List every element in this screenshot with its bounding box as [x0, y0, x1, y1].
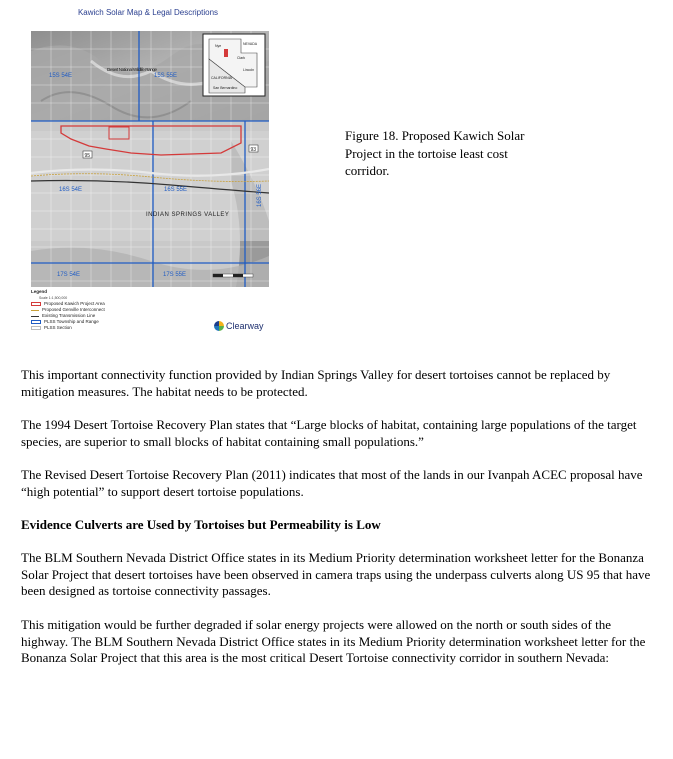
- legend-label: Proposed Kawich Project Area: [44, 301, 105, 306]
- map-figure: [28, 5, 272, 338]
- map-title: Kawich Solar Map & Legal Descriptions: [77, 8, 219, 17]
- scale-bar: [213, 274, 253, 277]
- label-township-2: 15S 55E: [154, 73, 178, 79]
- legend-label: PLSS Township and Range: [44, 319, 99, 324]
- paragraph-connectivity: This important connectivity function provided by Indian Springs Valley for desert tortoises cannot be replaced by mitigation measures. The habitat needs to be protected.: [21, 367, 611, 399]
- inset-lincoln: Lincoln: [243, 68, 255, 72]
- legend-label: PLSS Section: [44, 325, 72, 330]
- clearway-logo-text: Clearway: [226, 321, 264, 331]
- label-township-5: 17S 54E: [57, 272, 81, 278]
- inset-california: CALIFORNIA: [211, 76, 233, 80]
- legend-label: Proposed Genville Interconnect: [42, 307, 105, 312]
- label-valley: INDIAN SPRINGS VALLEY: [146, 212, 230, 218]
- paragraph-revised-recovery-plan: The Revised Desert Tortoise Recovery Plan (2011) indicates that most of the lands in our Ivanpah ACEC proposal have “high potential” to support desert tortoise populations.: [21, 467, 643, 499]
- label-township-1: 15S 54E: [49, 73, 73, 79]
- legend-swatch: [31, 310, 39, 311]
- label-refuge: Desert National Wildlife Range: [107, 67, 157, 72]
- paragraph-culverts: The BLM Southern Nevada District Office states in its Medium Priority determination worksheet letter for the Bonanza Solar Project that desert tortoises have been observed in camera traps using the underpass culverts along US 95 that have been designed as tortoise connectivity passages.: [21, 550, 651, 598]
- legend-item: [31, 325, 105, 331]
- legend-swatch: [31, 320, 41, 324]
- label-township-7: 16S 56E: [257, 183, 263, 207]
- section-heading: Evidence Culverts are Used by Tortoises but Permeability is Low: [21, 517, 381, 532]
- label-route-95: 95: [84, 153, 91, 159]
- locator-inset: [203, 34, 265, 96]
- legend-scale-note: Scale 1:1,500,000: [39, 296, 68, 300]
- inset-san-bernardino: San Bernardino: [213, 86, 238, 90]
- label-route-93: 93: [250, 147, 257, 153]
- legend-swatch: [31, 316, 39, 317]
- map-canvas: [31, 31, 269, 287]
- clearway-logo: [214, 321, 264, 331]
- inset-nye: Nye: [215, 44, 222, 48]
- legend-heading: Legend: [31, 289, 48, 294]
- label-township-6: 17S 55E: [163, 272, 187, 278]
- inset-clark: Clark: [237, 56, 246, 60]
- paragraph-recovery-plan-1994: The 1994 Desert Tortoise Recovery Plan states that “Large blocks of habitat, containing large populations of the target species, are superior to small blocks of habitat containing small populations.”: [21, 417, 637, 449]
- inset-nevada: NEVADA: [243, 42, 258, 46]
- label-township-4: 16S 55E: [164, 187, 188, 193]
- map-legend: [31, 289, 105, 331]
- legend-label: Existing Transmission Line: [42, 313, 96, 318]
- label-township-3: 16S 54E: [59, 187, 83, 193]
- figure-caption: Figure 18. Proposed Kawich Solar Project in the tortoise least cost corridor.: [345, 128, 525, 178]
- legend-swatch: [31, 302, 41, 306]
- legend-swatch: [31, 326, 41, 330]
- map-image: [31, 31, 269, 287]
- clearway-logo-icon: [214, 321, 224, 331]
- paragraph-mitigation: This mitigation would be further degraded if solar energy projects were allowed on the north or south sides of the highway. The BLM Southern Nevada District Office states in its Medium Priority determination worksheet letter for the Bonanza Solar Project that this area is the most critical Desert Tortoise connectivity corridor in southern Nevada:: [21, 617, 646, 665]
